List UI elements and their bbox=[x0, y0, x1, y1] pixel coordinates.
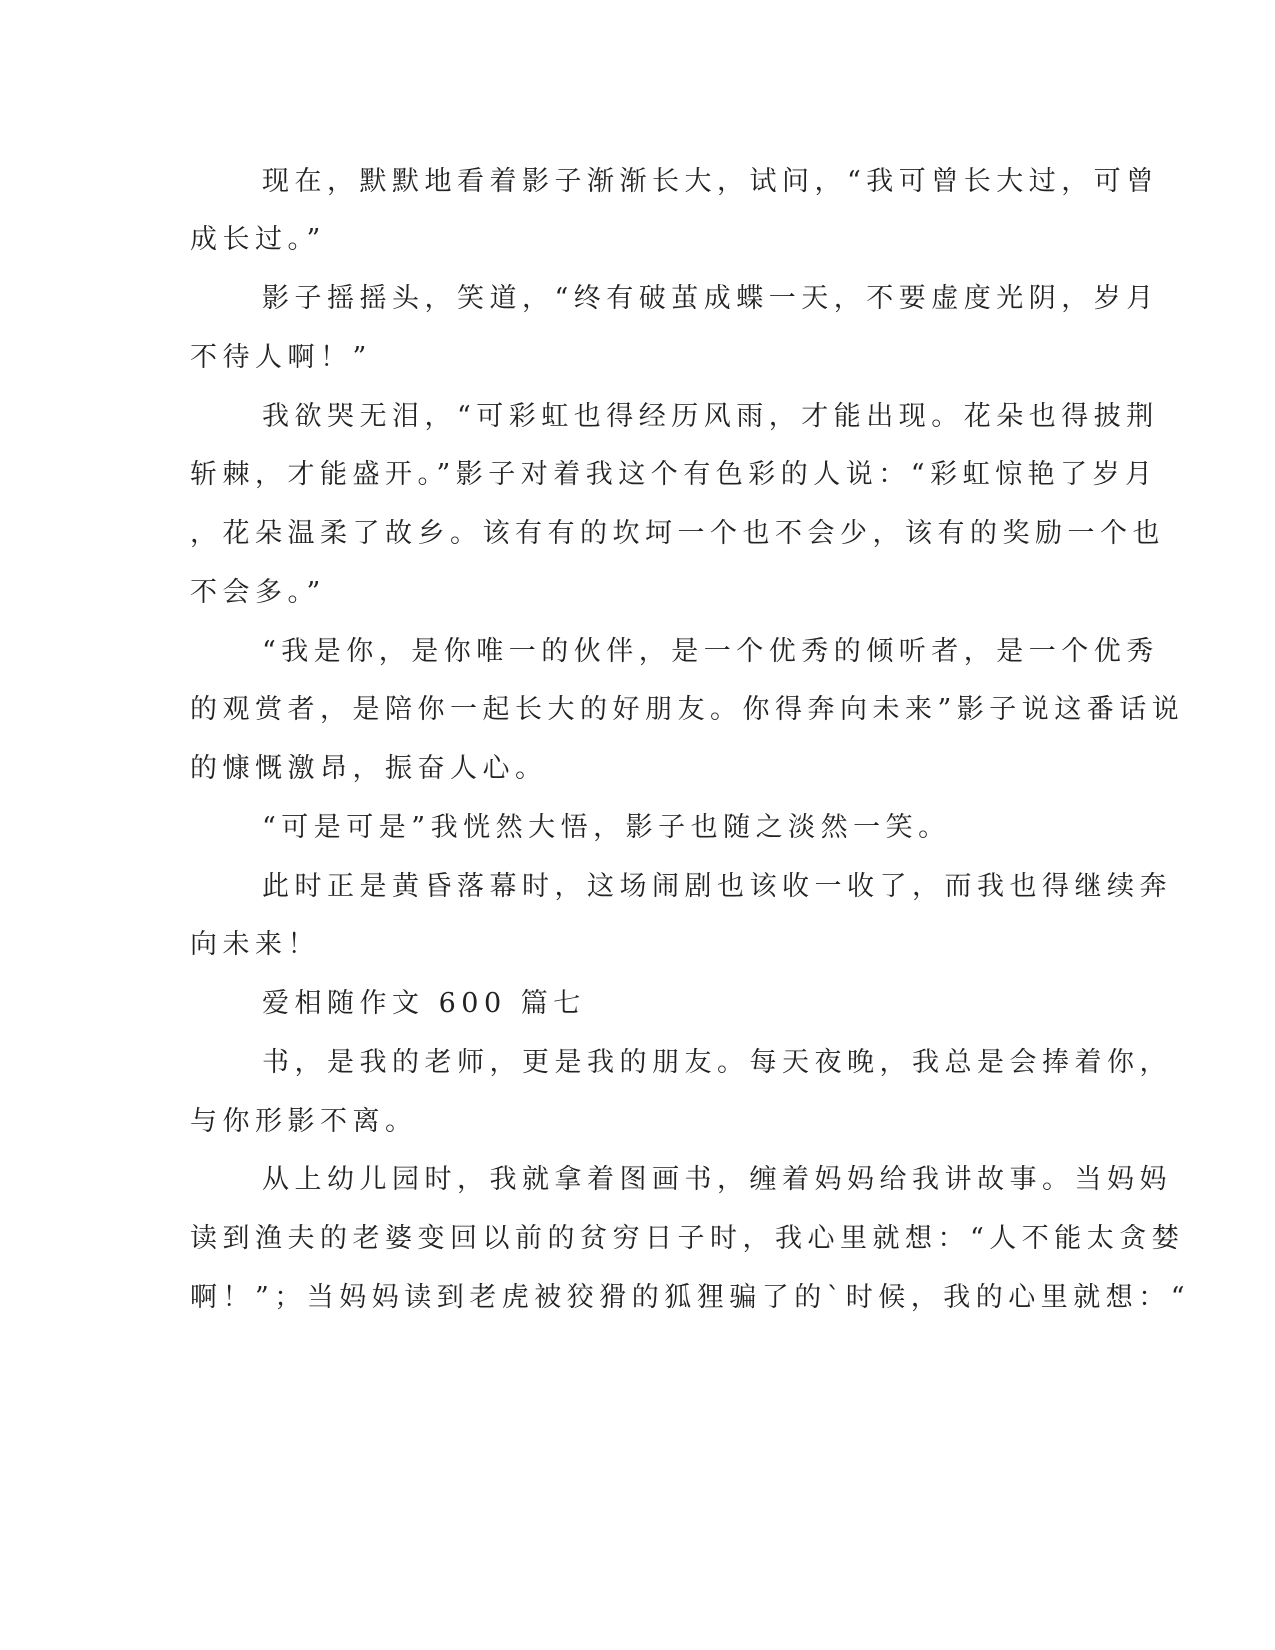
text-line: 成长过。” bbox=[190, 224, 326, 255]
text-line: 与你形影不离。 bbox=[190, 1106, 418, 1137]
section-heading: 爱相随作文 600 篇七 bbox=[262, 988, 586, 1019]
text-line: 啊！”；当妈妈读到老虎被狡猾的狐狸骗了的`时候，我的心里就想：“ bbox=[190, 1282, 1191, 1313]
text-line: 读到渔夫的老婆变回以前的贫穷日子时，我心里就想：“人不能太贪婪 bbox=[190, 1223, 1185, 1254]
text-line: ，花朵温柔了故乡。该有有的坎坷一个也不会少，该有的奖励一个也 bbox=[190, 518, 1165, 549]
text-line: 此时正是黄昏落幕时，这场闹剧也该收一收了，而我也得继续奔 bbox=[262, 871, 1172, 902]
text-line: 影子摇摇头，笑道，“终有破茧成蝶一天，不要虚度光阴，岁月 bbox=[262, 283, 1159, 314]
text-line: 我欲哭无泪，“可彩虹也得经历风雨，才能出现。花朵也得披荆 bbox=[262, 401, 1159, 432]
text-line: 向未来！ bbox=[190, 929, 320, 960]
text-line: 不待人啊！” bbox=[190, 342, 372, 373]
text-line: “我是你，是你唯一的伙伴，是一个优秀的倾听者，是一个优秀 bbox=[262, 636, 1159, 667]
text-line: 书，是我的老师，更是我的朋友。每天夜晚，我总是会捧着你， bbox=[262, 1047, 1172, 1078]
text-line: “可是可是”我恍然大悟，影子也随之淡然一笑。 bbox=[262, 812, 951, 843]
text-line: 的慷慨激昂，振奋人心。 bbox=[190, 753, 548, 784]
text-line: 从上幼儿园时，我就拿着图画书，缠着妈妈给我讲故事。当妈妈 bbox=[262, 1164, 1172, 1195]
text-line: 的观赏者，是陪你一起长大的好朋友。你得奔向未来”影子说这番话说 bbox=[190, 694, 1185, 725]
text-line: 现在，默默地看着影子渐渐长大，试问，“我可曾长大过，可曾 bbox=[262, 166, 1159, 197]
text-line: 斩棘，才能盛开。”影子对着我这个有色彩的人说：“彩虹惊艳了岁月 bbox=[190, 459, 1158, 490]
text-line: 不会多。” bbox=[190, 577, 326, 608]
